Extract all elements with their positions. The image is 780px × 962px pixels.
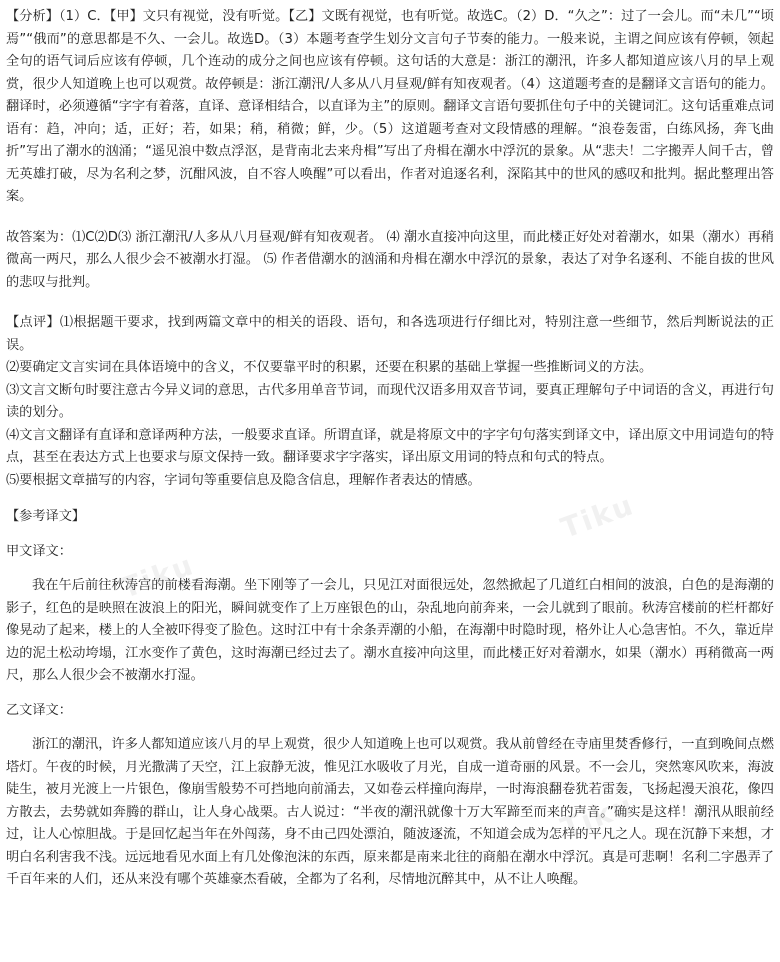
comment-item-1: 【点评】⑴根据题干要求，找到两篇文章中的相关的语段、语句，和各选项进行仔细比对，特别注意一些细节，然后判断说法的正误。 (6, 315, 774, 353)
spacer (6, 722, 774, 734)
comment-item-3: ⑶文言文断句时要注意古今异义词的意思，古代多用单音节词，而现代汉语多用双音节词，要真正理解句子中词语的含义，再进行句读的划分。 (6, 382, 774, 420)
spacer (6, 529, 774, 541)
watermark-mark: Tiku (556, 488, 639, 545)
jia-translation-label: 甲文译文： (6, 543, 72, 559)
watermark-mark: Tiku (556, 788, 639, 845)
comment-item-5: ⑸要根据文章描写的内容，字词句等重要信息及隐含信息，理解作者表达的情感。 (6, 472, 481, 488)
jia-translation-text: 我在午后前往秋涛宫的前楼看海潮。坐下刚等了一会儿，只见江对面很远处，忽然掀起了几道红白相间的波浪，白色的是海潮的影子，红色的是映照在波浪上的阳光，瞬间就变作了上万座银色的山，杂乱地向前奔来，一会儿就到了眼前。秋涛宫楼前的栏杆都好像晃动了起来，楼上的人全被吓得变了脸色。这时江中有十余条弄潮的小船，在海潮中时隐时现，格外让人心急害怕。不久，靠近岸边的泥土松动垮塌，江水变作了黄色，这时海潮已经过去了。潮水直接冲向这里，而此楼正好对着潮水，如果（潮水）再稍微高一两尺，那么人很少会不被潮水打湿。 (6, 578, 774, 683)
comment-item-4: ⑷文言文翻译有直译和意译两种方法，一般要求直译。所谓直译，就是将原文中的字字句句落实到译文中，译出原文中用词造句的特点，甚至在表达方式上也要求与原文保持一致。翻译要求字字落实，译出原文用词的特点和句式的特点。 (6, 427, 774, 465)
reference-translation-title: 【参考译文】 (6, 509, 86, 524)
yi-translation-text: 浙江的潮汛，许多人都知道应该八月的早上观赏，很少人知道晚上也可以观赏。我从前曾经在寺庙里焚香修行，一直到晚间点燃塔灯。午夜的时候，月光撒满了天空，江上寂静无波，惟见江水吸收了月光，自成一道奇丽的风景。不一会儿，突然寒风吹来，海波陡生，被月光渡上一片银色，像崩雪般势不可挡地向前涌去，又如卷云样撞向海岸，一时海浪翻卷犹若雷轰，飞扬起漫天浪花，像四方散去，去势就如奔腾的群山，让人身心战栗。古人说过：“半夜的潮汛就像十万大军蹄至而来的声音。”确实是这样！潮汛从眼前经过，让人心惊胆战。于是回忆起当年在外闯荡，身不由己四处漂泊，随波逐流，不知道会成为怎样的平凡之人。现在沉静下来想，才明白名利害我不浅。远远地看见水面上有几处像泡沫的东西，原来都是南来北往的商船在潮水中浮沉。真是可悲啊！名利二字愚弄了千百年来的人们，还从来没有哪个英雄豪杰看破，全都为了名利，尽情地沉醉其中，从不让人唤醒。 (6, 737, 774, 887)
spacer (6, 492, 774, 506)
answer-paragraph: 故答案为：⑴C⑵D⑶ 浙江潮汛/人多从八月昼观/鲜有知夜观者。 ⑷ 潮水直接冲向这里，而此楼正好处对着潮水，如果（潮水）再稍微高一两尺，那么人很少会不被潮水打湿。 ⑸ 作者借潮水的汹涌和舟楫在潮水中浮沉的景象，表达了对争名逐利、不能自拔的世风的悲叹与批判。 (6, 229, 774, 290)
comment-item-2: ⑵要确定文言实词在具体语境中的含义，不仅要靠平时的积累，还要在积累的基础上掌握一些推断词义的方法。 (6, 360, 653, 375)
yi-translation-label: 乙文译文： (6, 702, 72, 718)
spacer (6, 563, 774, 575)
spacer (6, 294, 774, 312)
watermark-mark: Tiku (116, 548, 199, 605)
analysis-paragraph: 【分析】（1）C．【甲】文只有视觉，没有听觉。【乙】文既有视觉，也有听觉。故选C。（2）D．“久之”：过了一会儿。而“未几”“顷焉”“俄而”的意思都是不久、一会儿。故选D。（3）本题考查学生划分文言句子节奏的能力。一般来说，主谓之间应该有停顿，领起全句的语气词后应该有停顿，几个连动的成分之间也应该有停顿。这句话的大意是：浙江的潮汛，许多人都知道应该八月的早上观赏，很少人知道晚上也可以观赏。故停顿是：浙江潮汛/人多从八月昼观/鲜有知夜观者。（4）这道题考查的是翻译文言语句的能力。翻译时，必须遵循“字字有着落，直译、意译相结合，以直译为主”的原则。翻译文言语句要抓住句子中的关键词汇。这句话重难点词语有：趋，冲向；适，正好；若，如果；稍，稍微；鲜，少。（5）这道题考查对文段情感的理解。“浪卷轰雷，白练风扬，奔飞曲折”写出了潮水的汹涌；“遥见浪中数点浮沤，是背南北去来舟楫”写出了舟楫在潮水中浮沉的景象。从“悲夫！二字搬弄人间千古，曾无英雄打破，尽为名利之梦，沉酣风波，自不容人唤醒”可以看出，作者对追逐名利，深陷其中的世风的感叹和批判。据此整理出答案。 (6, 9, 774, 204)
spacer (6, 209, 774, 227)
spacer (6, 688, 774, 700)
